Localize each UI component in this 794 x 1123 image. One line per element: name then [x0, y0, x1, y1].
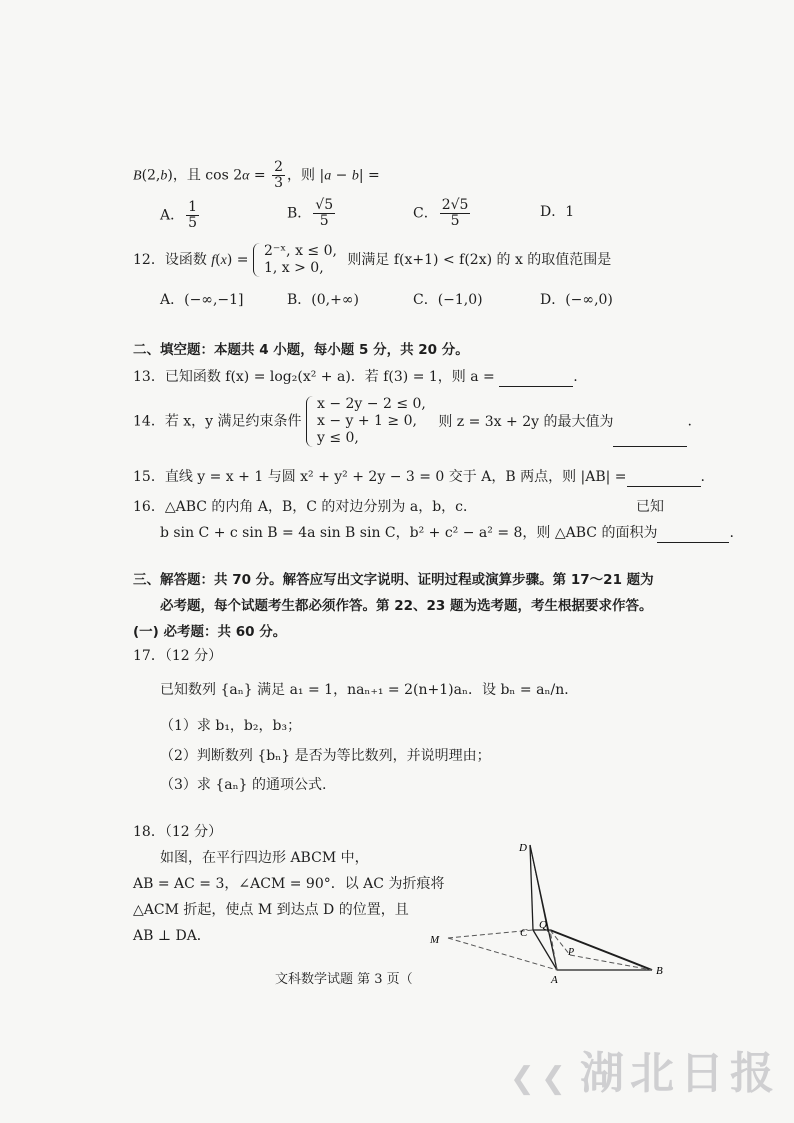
q17-head: 17．（12 分）: [133, 648, 223, 664]
q18-geometry-figure: [420, 835, 680, 985]
page-footer: 文科数学试题 第 3 页（: [275, 972, 413, 987]
q11-option-d: D．1: [540, 204, 575, 220]
q18-head: 18．（12 分）: [133, 824, 223, 840]
q17-part1: （1）求 b₁，b₂，b₃；: [160, 718, 302, 734]
label-c: C: [520, 927, 528, 939]
section-solve-title: 三、解答题：共 70 分。解答应写出文字说明、证明过程或演算步骤。第 17～21 题为: [133, 572, 654, 588]
q15-answer-blank: [627, 472, 701, 487]
q16-answer-blank: [657, 528, 729, 543]
q18-line3: △ACM 折起，使点 M 到达点 D 的位置，且: [133, 902, 409, 918]
label-p: P: [568, 947, 575, 958]
q12-option-b: B．(0,+∞): [287, 292, 359, 308]
q12-option-c: C．(−1,0): [413, 292, 483, 308]
label-b: B: [656, 965, 663, 977]
q12-option-a: A．(−∞,−1]: [160, 292, 244, 308]
q14: 14．若 x，y 满足约束条件 x − 2y − 2 ≤ 0, x − y + 1 ≥ 0, y ≤ 0, 则 z = 3x + 2y 的最大值为 .: [133, 396, 692, 446]
q11-stem: B(2,b)，且 cos 2α = $\frac{2}{3}$ ，则 |a − b| =: [133, 159, 380, 191]
newspaper-watermark: ❮❮ 湖北日报: [509, 1048, 780, 1099]
q16-line1: 16．△ABC 的内角 A，B，C 的对边分别为 a，b，c．: [133, 499, 478, 515]
q12-option-d: D．(−∞,0): [540, 292, 613, 308]
q14-answer-blank: [613, 432, 687, 447]
q16-line2: b sin C + c sin B = 4a sin B sin C，b² + c² − a² = 8，则 △ABC 的面积为 .: [160, 525, 734, 541]
q18-line4: AB ⊥ DA．: [133, 928, 211, 944]
q11-option-a: A． $\frac{1}{5}$: [160, 199, 198, 231]
q18-line2: AB = AC = 3，∠ACM = 90°．以 AC 为折痕将: [133, 876, 445, 892]
q13-answer-blank: [499, 372, 573, 387]
section-solve-note: 必考题，每个试题考生都必须作答。第 22、23 题为选考题，考生根据要求作答。: [160, 598, 653, 614]
section-required-title: (一) 必考题：共 60 分。: [133, 624, 287, 640]
q17-part2: （2）判断数列 {bₙ} 是否为等比数列，并说明理由；: [160, 748, 491, 764]
q11-option-c: C． $\frac{2√5}{5}$: [413, 197, 469, 229]
label-d: D: [519, 842, 527, 854]
q17-stem: 已知数列 {aₙ} 满足 a₁ = 1，naₙ₊₁ = 2(n+1)aₙ．设 bₙ = aₙ/n．: [160, 682, 579, 698]
q12-piecewise: 2⁻ˣ, x ≤ 0, 1, x > 0,: [253, 243, 337, 277]
q13: 13．已知函数 f(x) = log₂(x² + a)．若 f(3) = 1，则 a = .: [133, 369, 578, 385]
q14-constraints: x − 2y − 2 ≤ 0, x − y + 1 ≥ 0, y ≤ 0,: [306, 396, 426, 447]
q17-part3: （3）求 {aₙ} 的通项公式.: [160, 777, 327, 793]
label-q: Q: [539, 919, 547, 931]
q16-tail: 已知: [636, 499, 664, 515]
bird-logo-icon: ❮❮: [509, 1061, 572, 1096]
q11-option-b: B． $\frac{√5}{5}$: [287, 197, 334, 229]
q18-line1: 如图，在平行四边形 ABCM 中，: [160, 850, 369, 866]
label-a: A: [551, 974, 558, 985]
q12-stem: 12．设函数 f(x) = 2⁻ˣ, x ≤ 0, 1, x > 0, 则满足 f(x+1) < f(2x) 的 x 的取值范围是: [133, 243, 612, 276]
label-m: M: [430, 934, 440, 946]
q15: 15．直线 y = x + 1 与圆 x² + y² + 2y − 3 = 0 交于 A，B 两点，则 |AB| = .: [133, 469, 705, 485]
section-fill-in-title: 二、填空题：本题共 4 小题，每小题 5 分，共 20 分。: [133, 342, 469, 358]
